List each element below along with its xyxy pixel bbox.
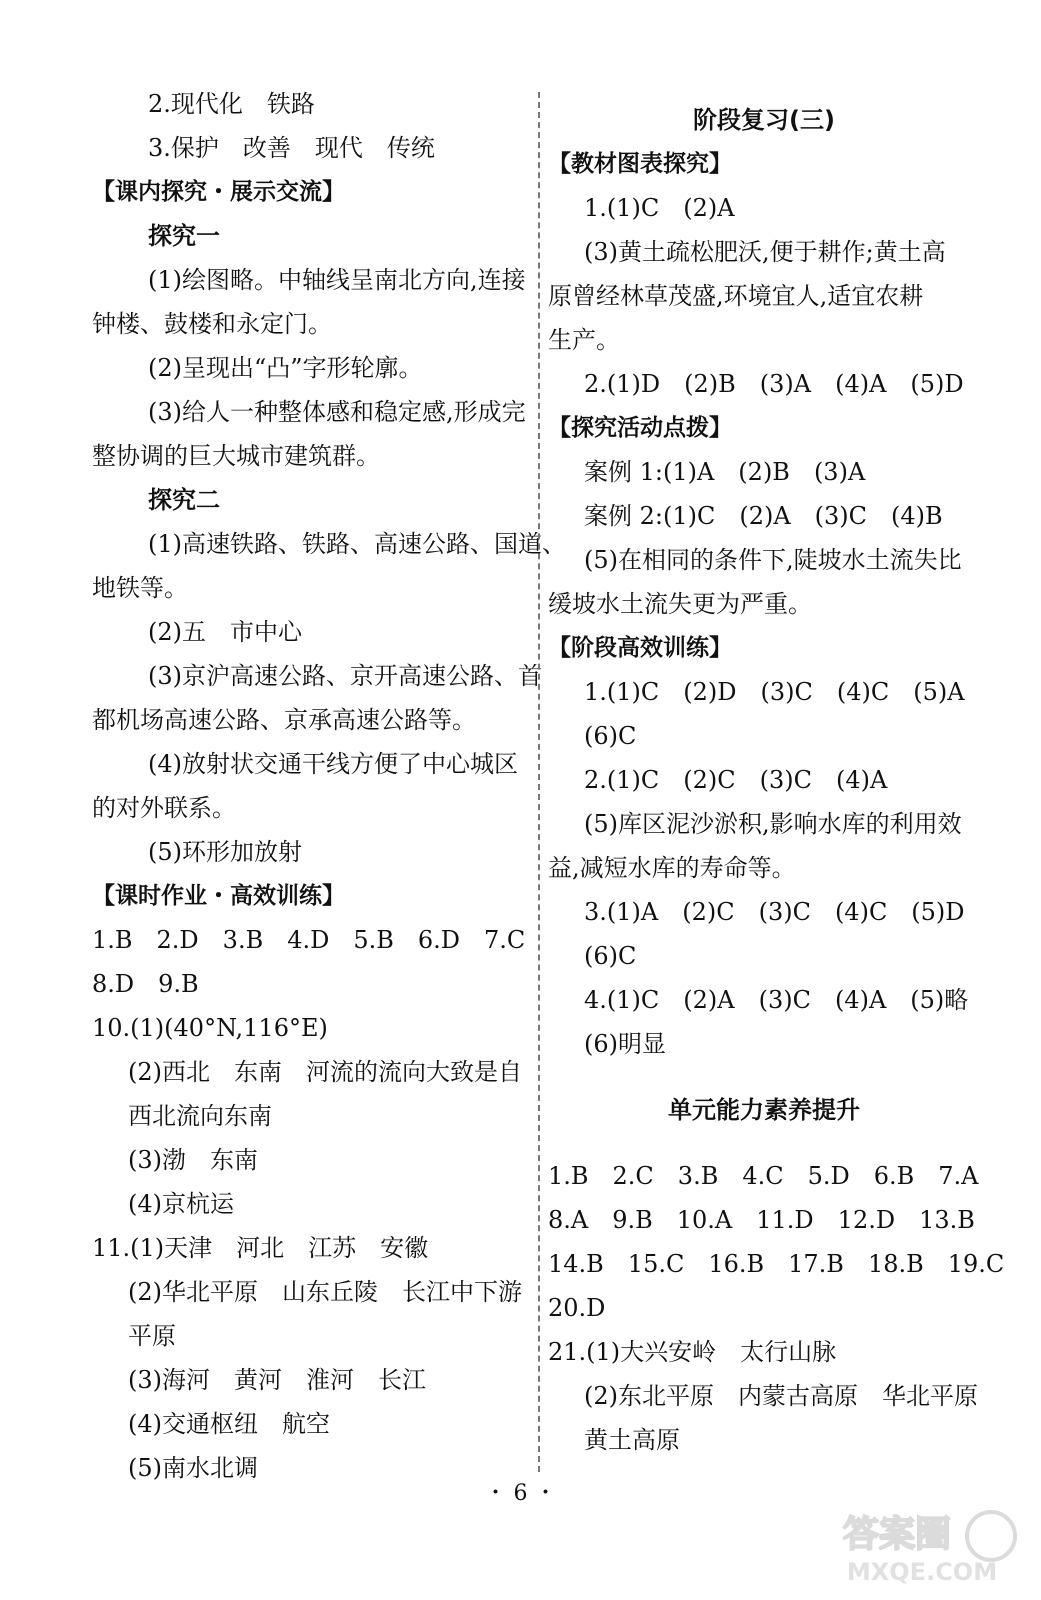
answer-line: (3)给人一种整体感和稳定感,形成完 (148, 398, 526, 426)
watermark-logo (827, 1496, 1017, 1586)
section-heading: 【教材图表探究】 (548, 151, 732, 177)
column-divider (538, 92, 540, 1472)
answer-line: 10.(1)(40°N,116°E) (92, 1014, 328, 1042)
answer-line: 11.(1)天津 河北 江苏 安徽 (92, 1234, 429, 1262)
answer-line: 3.(1)A (2)C (3)C (4)C (5)D (584, 898, 965, 926)
answer-line: 整协调的巨大城市建筑群。 (92, 442, 380, 470)
answer-line: 平原 (128, 1322, 176, 1350)
answer-line: 原曾经林草茂盛,环境宜人,适宜农耕 (548, 282, 924, 310)
answer-line: 8.D 9.B (92, 970, 199, 998)
answer-line: 案例 2:(1)C (2)A (3)C (4)B (584, 502, 943, 530)
answer-line: (5)环形加放射 (148, 838, 302, 866)
answer-line: 的对外联系。 (92, 794, 236, 822)
answer-line: 14.B 15.C 16.B 17.B 18.B 19.C (548, 1250, 1005, 1278)
subsection-heading: 探究二 (148, 486, 220, 514)
section-heading: 【课时作业・高效训练】 (92, 883, 345, 909)
answer-line: (2)东北平原 内蒙古高原 华北平原 (584, 1382, 978, 1410)
watermark-url: MXQE.COM (846, 1558, 998, 1586)
section-heading: 【探究活动点拨】 (548, 415, 732, 441)
answer-line: (2)西北 东南 河流的流向大致是自 (128, 1058, 522, 1086)
answer-line: 钟楼、鼓楼和永定门。 (92, 310, 332, 338)
answer-line: (3)黄土疏松肥沃,便于耕作;黄土高 (584, 238, 946, 266)
answer-line: (5)库区泥沙淤积,影响水库的利用效 (584, 810, 962, 838)
chapter-title: 单元能力素养提升 (668, 1096, 860, 1124)
answer-line: 21.(1)大兴安岭 太行山脉 (548, 1338, 837, 1366)
answer-line: (1)绘图略。中轴线呈南北方向,连接 (148, 266, 526, 294)
section-heading: 【课内探究・展示交流】 (92, 179, 345, 205)
answer-line: (2)华北平原 山东丘陵 长江中下游 (128, 1278, 522, 1306)
answer-line: 3.保护 改善 现代 传统 (148, 134, 435, 162)
answer-line: 益,减短水库的寿命等。 (548, 854, 796, 882)
answer-line: 西北流向东南 (128, 1102, 272, 1130)
answer-line: (3)渤 东南 (128, 1146, 258, 1174)
answer-line: (4)京杭运 (128, 1190, 234, 1218)
subsection-heading: 探究一 (148, 222, 220, 250)
page-number: ・ 6 ・ (484, 1481, 557, 1506)
answer-line: 20.D (548, 1294, 606, 1322)
answer-line: 2.现代化 铁路 (148, 90, 315, 118)
answer-line: 4.(1)C (2)A (3)C (4)A (5)略 (584, 986, 969, 1014)
watermark-text: 答案圈 (842, 1514, 952, 1555)
answer-line: (3)京沪高速公路、京开高速公路、首 (148, 662, 542, 690)
answer-line: (6)C (584, 722, 637, 750)
answer-line: 1.B 2.C 3.B 4.C 5.D 6.B 7.A (548, 1162, 979, 1190)
answer-line: (3)海河 黄河 淮河 长江 (128, 1366, 426, 1394)
right-column (548, 82, 1005, 1462)
answer-line: (2)呈现出“凸”字形轮廓。 (148, 354, 423, 382)
section-heading: 【阶段高效训练】 (548, 635, 732, 661)
answer-line: 黄土高原 (584, 1426, 680, 1454)
answer-line: (6)C (584, 942, 637, 970)
left-column (92, 82, 566, 1490)
answer-line: (4)放射状交通干线方便了中心城区 (148, 750, 518, 778)
answer-line: (5)在相同的条件下,陡坡水土流失比 (584, 546, 962, 574)
answer-line: 缓坡水土流失更为严重。 (548, 590, 812, 618)
answer-line: (2)五 市中心 (148, 618, 302, 646)
answer-line: 2.(1)C (2)C (3)C (4)A (584, 766, 888, 794)
answer-line: 8.A 9.B 10.A 11.D 12.D 13.B (548, 1206, 975, 1234)
answer-line: (1)高速铁路、铁路、高速公路、国道、 (148, 530, 566, 558)
answer-line: 1.(1)C (2)D (3)C (4)C (5)A (584, 678, 965, 706)
answer-line: 生产。 (548, 326, 620, 354)
answer-line: (4)交通枢纽 航空 (128, 1410, 330, 1438)
answer-line: 都机场高速公路、京承高速公路等。 (92, 706, 476, 734)
answer-line: 1.B 2.D 3.B 4.D 5.B 6.D 7.C (92, 926, 526, 954)
answer-line: 地铁等。 (92, 574, 188, 602)
answer-line: (6)明显 (584, 1030, 666, 1058)
chapter-title: 阶段复习(三) (693, 106, 835, 134)
answer-line: 案例 1:(1)A (2)B (3)A (584, 458, 866, 486)
answer-line: 1.(1)C (2)A (584, 194, 735, 222)
answer-line: 2.(1)D (2)B (3)A (4)A (5)D (584, 370, 964, 398)
answer-line: (5)南水北调 (128, 1454, 258, 1482)
